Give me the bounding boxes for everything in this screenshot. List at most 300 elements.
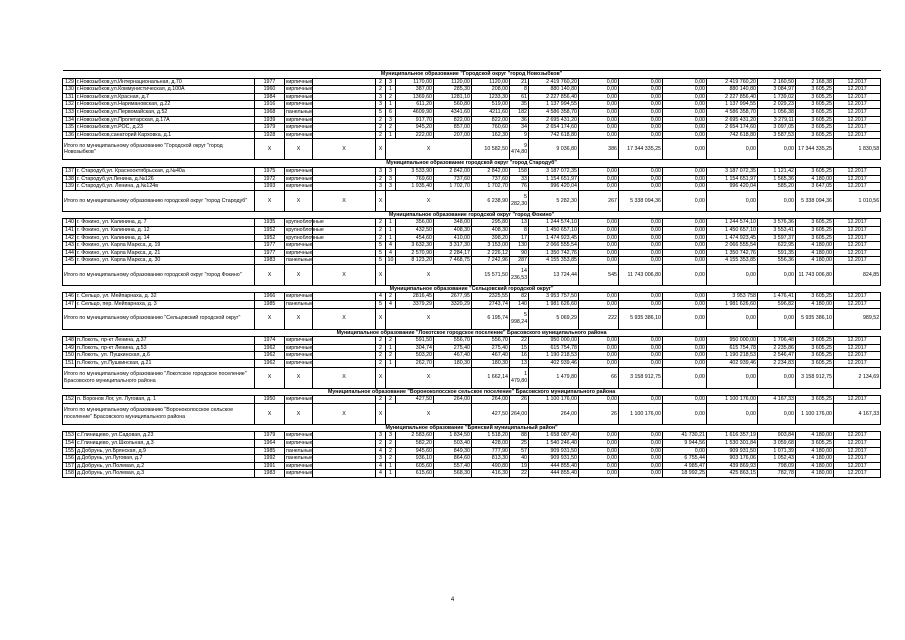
section-title: Муниципальное образование "Вороноколосское сельское поселение" Брасовского муниципального района — [63, 388, 881, 396]
table-cell: X — [376, 367, 386, 388]
table-cell: 1 010,56 — [834, 190, 881, 211]
table-cell: 0,00 — [663, 108, 707, 116]
table-cell: 1 830,58 — [834, 139, 881, 160]
table-cell: 66 — [579, 367, 619, 388]
table-cell: 0,00 — [707, 308, 758, 329]
table-cell: 12.2017 — [834, 257, 881, 265]
table-cell: 3 — [376, 183, 386, 191]
section-title: Муниципальное образование "Брянский муниципальный район" — [63, 424, 881, 432]
table-cell: 144 — [63, 249, 76, 257]
table-cell: 1 — [386, 226, 396, 234]
table-cell: 1 137 994,55 — [707, 101, 758, 109]
table-cell: 12.2017 — [834, 183, 881, 191]
table-cell: 0,00 — [579, 108, 619, 116]
table-cell: 132 — [63, 101, 76, 109]
table-cell: 1985 — [255, 301, 285, 309]
table-cell: 945,20 — [396, 124, 434, 132]
table-cell: 4 180,00 — [796, 462, 834, 470]
table-cell — [313, 470, 376, 478]
table-cell: 3 — [386, 116, 396, 124]
table-cell: 950 000,00 — [529, 337, 579, 345]
table-cell: п. Воронов Лог, ул. Луговая, д. 1 — [76, 396, 255, 404]
table-cell: 4 155 353,85 — [707, 257, 758, 265]
table-cell: 180,30 — [434, 360, 472, 368]
table-cell: 7 468,75 — [434, 257, 472, 265]
table-cell: 556,70 — [434, 337, 472, 345]
table-cell: 0,00 — [579, 86, 619, 94]
table-cell: 4 — [386, 249, 396, 257]
table-cell: 1 — [386, 101, 396, 109]
table-cell: 0,00 — [663, 337, 707, 345]
table-cell: 264,00 — [472, 396, 510, 404]
table-cell: 0,00 — [619, 470, 663, 478]
table-cell: 0,00 — [663, 242, 707, 250]
table-cell: 12.2017 — [834, 455, 881, 463]
table-cell: 1 479,80 — [529, 367, 579, 388]
table-cell: 909 931,50 — [529, 447, 579, 455]
table-cell: 26 — [579, 403, 619, 424]
table-cell — [313, 352, 376, 360]
table-cell: 3 605,25 — [796, 360, 834, 368]
table-cell: 4 — [376, 470, 386, 478]
table-cell: 2 134,69 — [834, 367, 881, 388]
table-cell — [313, 337, 376, 345]
table-cell: 0,00 — [663, 139, 707, 160]
table-cell: 26 — [510, 396, 529, 404]
table-cell: 0,00 — [663, 301, 707, 309]
table-cell: 135 — [63, 124, 76, 132]
table-cell: 3 — [376, 93, 386, 101]
table-cell: 0,00 — [663, 234, 707, 242]
table-cell: 903,84 — [758, 432, 796, 440]
table-cell: 285,30 — [434, 86, 472, 94]
table-cell: 12.2017 — [834, 301, 881, 309]
table-row — [63, 175, 881, 183]
table-cell: 140 — [63, 219, 76, 227]
table-cell: 2 — [376, 344, 386, 352]
table-cell: 2 — [386, 440, 396, 448]
table-cell: кирпичные — [286, 344, 313, 351]
table-cell: 1916 — [255, 101, 285, 109]
table-cell — [313, 257, 376, 265]
table-cell: 17 — [510, 234, 529, 242]
table-cell: 13 724,44 — [529, 264, 579, 285]
table-cell: 264,00 — [529, 403, 579, 424]
table-cell: 12.2017 — [834, 116, 881, 124]
table-cell: 3 605,25 — [796, 219, 834, 227]
table-cell: 2 — [376, 175, 386, 183]
table-cell: 0,00 — [619, 396, 663, 404]
table-cell: 0,00 — [579, 167, 619, 175]
table-row — [63, 344, 881, 352]
table-cell: 12.2017 — [834, 293, 881, 301]
table-cell: 8 123,20 — [396, 257, 434, 265]
table-cell: 5 — [376, 249, 386, 257]
table-cell: 12.2017 — [834, 234, 881, 242]
table-cell: 0,00 — [579, 249, 619, 257]
table-row — [63, 301, 881, 309]
table-cell: с.Глинищево, ул.Садовая, д.23 — [76, 432, 255, 440]
table-cell: г. Фокино, ул. Калинина, д. 7 — [76, 219, 255, 227]
table-cell: 1 — [386, 234, 396, 242]
table-cell: X — [313, 308, 376, 329]
table-cell: 1939 — [255, 116, 285, 124]
table-cell: 1 100 176,00 — [707, 396, 758, 404]
table-cell: п.Локоть, ул. Пушкинская, д.6 — [76, 352, 255, 360]
table-cell: 556,70 — [472, 337, 510, 345]
table-cell: 0,00 — [707, 264, 758, 285]
table-cell: 1975 — [255, 167, 285, 175]
table-cell: 8 — [510, 226, 529, 234]
table-cell: 0,00 — [663, 131, 707, 139]
table-cell: 4 — [376, 293, 386, 301]
table-cell — [313, 455, 376, 463]
table-cell: 1 — [386, 462, 396, 470]
table-cell: X — [313, 367, 376, 388]
table-cell: 1 121,42 — [758, 167, 796, 175]
table-cell: 12.2017 — [834, 108, 881, 116]
table-cell: X — [285, 139, 313, 160]
table-cell: кирпичные — [286, 124, 313, 131]
table-cell: 3 153,00 — [472, 242, 510, 250]
table-cell: 6 — [386, 108, 396, 116]
table-row — [63, 249, 881, 257]
table-cell: 4 180,00 — [796, 447, 834, 455]
table-row — [63, 101, 881, 109]
table-cell: 4 180,00 — [796, 470, 834, 478]
table-cell — [313, 440, 376, 448]
table-cell: 425 863,15 — [707, 470, 758, 478]
total-label: Итого по муниципальному образованию городской округ "город Фокино" — [63, 264, 255, 285]
table-cell: X — [376, 308, 386, 329]
table-row — [63, 293, 881, 301]
table-cell: 0,00 — [707, 139, 758, 160]
table-cell: X — [285, 403, 313, 424]
table-cell: 154 — [63, 440, 76, 448]
table-cell: 0,00 — [758, 264, 796, 285]
table-cell: 0,00 — [579, 293, 619, 301]
table-cell: 1 658 087,40 — [529, 432, 579, 440]
table-cell: 275,40 — [434, 344, 472, 352]
table-cell: 0,00 — [707, 367, 758, 388]
table-cell: 1 056,38 — [758, 108, 796, 116]
table-cell: 909 931,50 — [707, 447, 758, 455]
table-cell: 2 066 555,54 — [707, 242, 758, 250]
table-cell: крупноблочные — [286, 234, 324, 241]
table-cell: 12.2017 — [834, 470, 881, 478]
table-cell: 2 695 431,20 — [529, 116, 579, 124]
table-cell: 1 616 357,19 — [707, 432, 758, 440]
table-cell: 0,00 — [758, 139, 796, 160]
table-cell: 3 — [386, 167, 396, 175]
table-cell: 25 — [510, 440, 529, 448]
table-cell: 0,00 — [619, 432, 663, 440]
table-cell: 3 — [386, 78, 396, 86]
table-cell: г.Новозыбков,ул.Пролетарская, д.17А — [76, 116, 255, 124]
table-cell: п.Локоть, ул.Пушкинская, д.21 — [76, 360, 255, 368]
housing-register-table — [62, 70, 881, 478]
table-cell: 17 344 335,25 — [619, 139, 663, 160]
table-cell: 3 158 912,75 — [796, 367, 834, 388]
total-label: Итого по муниципальному образованию "Локотское городское поселение" Брасовского муниципального района — [63, 367, 255, 388]
table-cell: 149 — [63, 344, 76, 352]
table-cell: г.Новозыбков,ул.Интернациональная, д.70 — [76, 78, 255, 86]
table-cell: X — [313, 139, 376, 160]
table-cell: 0,00 — [619, 455, 663, 463]
table-cell: 2 — [376, 124, 386, 132]
table-cell: 136 — [63, 131, 76, 139]
table-cell: 4 180,00 — [796, 301, 834, 309]
table-cell: 5 282,30 — [529, 190, 579, 211]
table-cell: 615 754,78 — [707, 344, 758, 352]
table-cell: 1 — [386, 131, 396, 139]
table-cell: кирпичные — [286, 432, 313, 439]
table-cell: 1935 — [255, 219, 285, 227]
table-cell: 402 939,46 — [529, 360, 579, 368]
table-cell: 1 540 246,40 — [529, 440, 579, 448]
table-cell: 0,00 — [579, 440, 619, 448]
table-cell: 138 — [63, 175, 76, 183]
table-cell: 6 195,74 — [472, 308, 510, 329]
table-cell: 2 — [376, 219, 386, 227]
table-cell: X — [376, 403, 386, 424]
table-cell — [313, 396, 376, 404]
table-cell: 0,00 — [663, 124, 707, 132]
table-cell: 3 632,30 — [396, 242, 434, 250]
table-cell: 0,00 — [663, 183, 707, 191]
table-cell: 0,00 — [663, 175, 707, 183]
table-cell: 1962 — [255, 352, 285, 360]
table-cell: 12.2017 — [834, 440, 881, 448]
table-cell: 0,00 — [619, 257, 663, 265]
table-cell: 591,50 — [396, 337, 434, 345]
table-cell: 12.2017 — [834, 447, 881, 455]
table-cell: 0,00 — [579, 360, 619, 368]
table-cell: с.Глинищево, ул.Школьная, д.3 — [76, 440, 255, 448]
table-cell: 3 084,97 — [758, 86, 796, 94]
table-cell: 5 998,24 — [510, 308, 529, 329]
page-number: 4 — [450, 597, 455, 603]
table-cell: X — [386, 190, 472, 211]
table-cell: 0,00 — [663, 86, 707, 94]
table-cell: 11 743 006,80 — [796, 264, 834, 285]
table-cell: 1 100 176,00 — [796, 403, 834, 424]
table-cell: X — [313, 403, 376, 424]
table-cell: 1120,00 — [434, 78, 472, 86]
table-cell: 0,00 — [579, 337, 619, 345]
table-cell: 1 244 574,10 — [707, 219, 758, 227]
table-cell: 13 — [510, 360, 529, 368]
table-cell: 1 — [386, 219, 396, 227]
table-cell — [313, 462, 376, 470]
table-cell: 2 — [376, 116, 386, 124]
table-cell: 1977 — [255, 242, 285, 250]
table-cell: кирпичные — [286, 337, 313, 344]
table-cell: г.Новозыбков,ул.Первомайская, д.52 — [76, 108, 255, 116]
table-cell: X — [386, 308, 472, 329]
table-cell: г. Сельцо, ул. Мейпарнаха, д. 32 — [76, 293, 255, 301]
table-row — [63, 183, 881, 191]
table-cell: 0,00 — [619, 352, 663, 360]
table-cell: 2 583,60 — [396, 432, 434, 440]
table-cell: 4 167,33 — [758, 396, 796, 404]
table-cell: крупноблочные — [286, 219, 324, 226]
table-row — [63, 360, 881, 368]
table-cell: 158 — [63, 470, 76, 478]
table-cell: кирпичные — [286, 175, 313, 182]
table-cell: кирпичные — [286, 293, 313, 300]
table-cell: 813,30 — [472, 455, 510, 463]
table-row — [63, 447, 881, 455]
table-cell: 439 869,93 — [707, 462, 758, 470]
table-row — [63, 455, 881, 463]
table-cell: 1 476,41 — [758, 293, 796, 301]
table-cell: 1964 — [255, 440, 285, 448]
section-title: Муниципальное образование "Городской округ "город Новозыбков" — [63, 71, 881, 79]
table-cell: панельные — [286, 257, 314, 264]
table-row — [63, 337, 881, 345]
table-cell: 0,00 — [619, 344, 663, 352]
table-cell: 12.2017 — [834, 219, 881, 227]
table-cell: 180,30 — [472, 360, 510, 368]
table-cell: 3 953 757,50 — [529, 293, 579, 301]
table-cell: 2 227 856,40 — [707, 93, 758, 101]
table-cell: 0,00 — [758, 190, 796, 211]
table-cell: 3320,29 — [434, 301, 472, 309]
table-cell: 2 — [376, 352, 386, 360]
table-cell: 0,00 — [579, 462, 619, 470]
table-cell: 287 — [510, 257, 529, 265]
table-cell: 129 — [63, 78, 76, 86]
table-cell: 0,00 — [663, 344, 707, 352]
table-cell: 12.2017 — [834, 167, 881, 175]
table-cell: 130 — [510, 242, 529, 250]
table-cell: X — [386, 367, 472, 388]
table-cell: д.Добрунь, ул.Брянская, д.9 — [76, 447, 255, 455]
table-cell: 760,60 — [472, 124, 510, 132]
table-cell: 1991 — [255, 462, 285, 470]
table-cell: 824,85 — [834, 264, 881, 285]
table-cell: 1 071,39 — [758, 447, 796, 455]
table-cell: 0,00 — [663, 308, 707, 329]
table-cell: 0,00 — [619, 183, 663, 191]
table-cell: 4 985,47 — [663, 462, 707, 470]
table-cell: 5 338 094,36 — [796, 190, 834, 211]
table-cell: 3 587,53 — [758, 131, 796, 139]
table-cell: панельные — [286, 301, 314, 308]
table-cell: 822,00 — [472, 116, 510, 124]
table-cell: 432,50 — [396, 226, 434, 234]
table-cell: 2 — [386, 293, 396, 301]
table-cell: д.Добрунь, ул.Полевая, д.2 — [76, 462, 255, 470]
table-cell: кирпичные — [286, 78, 313, 85]
table-cell: г.Новозыбков,ул.РОС, д.23 — [76, 124, 255, 132]
table-cell: панельные — [286, 447, 314, 454]
table-cell: 557,40 — [434, 462, 472, 470]
table-cell: 0,00 — [619, 462, 663, 470]
table-cell: 1 702,70 — [472, 183, 510, 191]
table-cell — [313, 167, 376, 175]
table-cell: 5 935 386,10 — [796, 308, 834, 329]
table-cell: 1 100 176,00 — [529, 396, 579, 404]
table-cell: 4 — [376, 462, 386, 470]
table-cell: 0,00 — [619, 219, 663, 227]
table-cell: X — [376, 139, 386, 160]
table-cell: 12.2017 — [834, 86, 881, 94]
table-cell: 467,40 — [434, 352, 472, 360]
table-cell: 1962 — [255, 360, 285, 368]
table-cell: 1 350 742,76 — [707, 249, 758, 257]
table-cell — [313, 249, 376, 257]
table-row — [63, 470, 881, 478]
table-row — [63, 86, 881, 94]
table-cell: 3379,29 — [396, 301, 434, 309]
table-cell — [313, 360, 376, 368]
total-label: Итого по муниципальному образованию "Городской округ "город Новозыбков" — [63, 139, 255, 160]
table-cell: 0,00 — [579, 124, 619, 132]
table-cell: 3 — [386, 432, 396, 440]
table-cell: 2 — [386, 337, 396, 345]
table-cell: 3 059,68 — [758, 440, 796, 448]
table-cell: 408,30 — [472, 226, 510, 234]
table-cell: 1992 — [255, 455, 285, 463]
table-row — [63, 234, 881, 242]
table-cell: 1983 — [255, 470, 285, 478]
table-cell: 158 — [510, 167, 529, 175]
table-cell: 585,20 — [758, 183, 796, 191]
table-cell: 1 — [386, 360, 396, 368]
table-cell: 1984 — [255, 93, 285, 101]
table-cell: 2 — [386, 396, 396, 404]
table-cell: 0,00 — [707, 190, 758, 211]
table-cell: 3 — [386, 183, 396, 191]
table-cell: 857,00 — [434, 124, 472, 132]
table-cell: 444 855,40 — [529, 470, 579, 478]
table-body — [63, 71, 881, 478]
table-cell: 4 180,00 — [796, 249, 834, 257]
table-cell: 12.2017 — [834, 337, 881, 345]
table-cell: 18 992,25 — [663, 470, 707, 478]
table-cell: крупноблочные — [286, 226, 324, 233]
table-cell: 9 944,56 — [663, 440, 707, 448]
table-cell: панельные — [286, 108, 314, 115]
table-cell: 3 — [376, 101, 386, 109]
table-cell: 1 706,48 — [758, 337, 796, 345]
table-cell: 12.2017 — [834, 396, 881, 404]
table-cell: 4 — [386, 242, 396, 250]
table-cell: 2 — [376, 337, 386, 345]
table-cell: 130 — [63, 86, 76, 94]
total-label: Итого по муниципальному образованию городской округ "город Стародуб" — [63, 190, 255, 211]
table-cell: 12.2017 — [834, 249, 881, 257]
table-row — [63, 396, 881, 404]
section-header-row — [63, 160, 881, 168]
table-cell: 0,00 — [663, 367, 707, 388]
table-cell: 0,00 — [663, 78, 707, 86]
table-cell: 182 — [510, 108, 529, 116]
table-cell: X — [313, 190, 376, 211]
table-cell: 3 647,05 — [796, 183, 834, 191]
section-header-row — [63, 329, 881, 337]
table-cell: 615 754,78 — [529, 344, 579, 352]
table-cell: 2 227 856,40 — [529, 93, 579, 101]
table-cell — [313, 344, 376, 352]
table-cell: 15 — [510, 344, 529, 352]
table-cell: 611,20 — [396, 101, 434, 109]
section-header-row — [63, 71, 881, 79]
table-cell: 131 — [63, 93, 76, 101]
table-cell: 5 935 386,10 — [619, 308, 663, 329]
